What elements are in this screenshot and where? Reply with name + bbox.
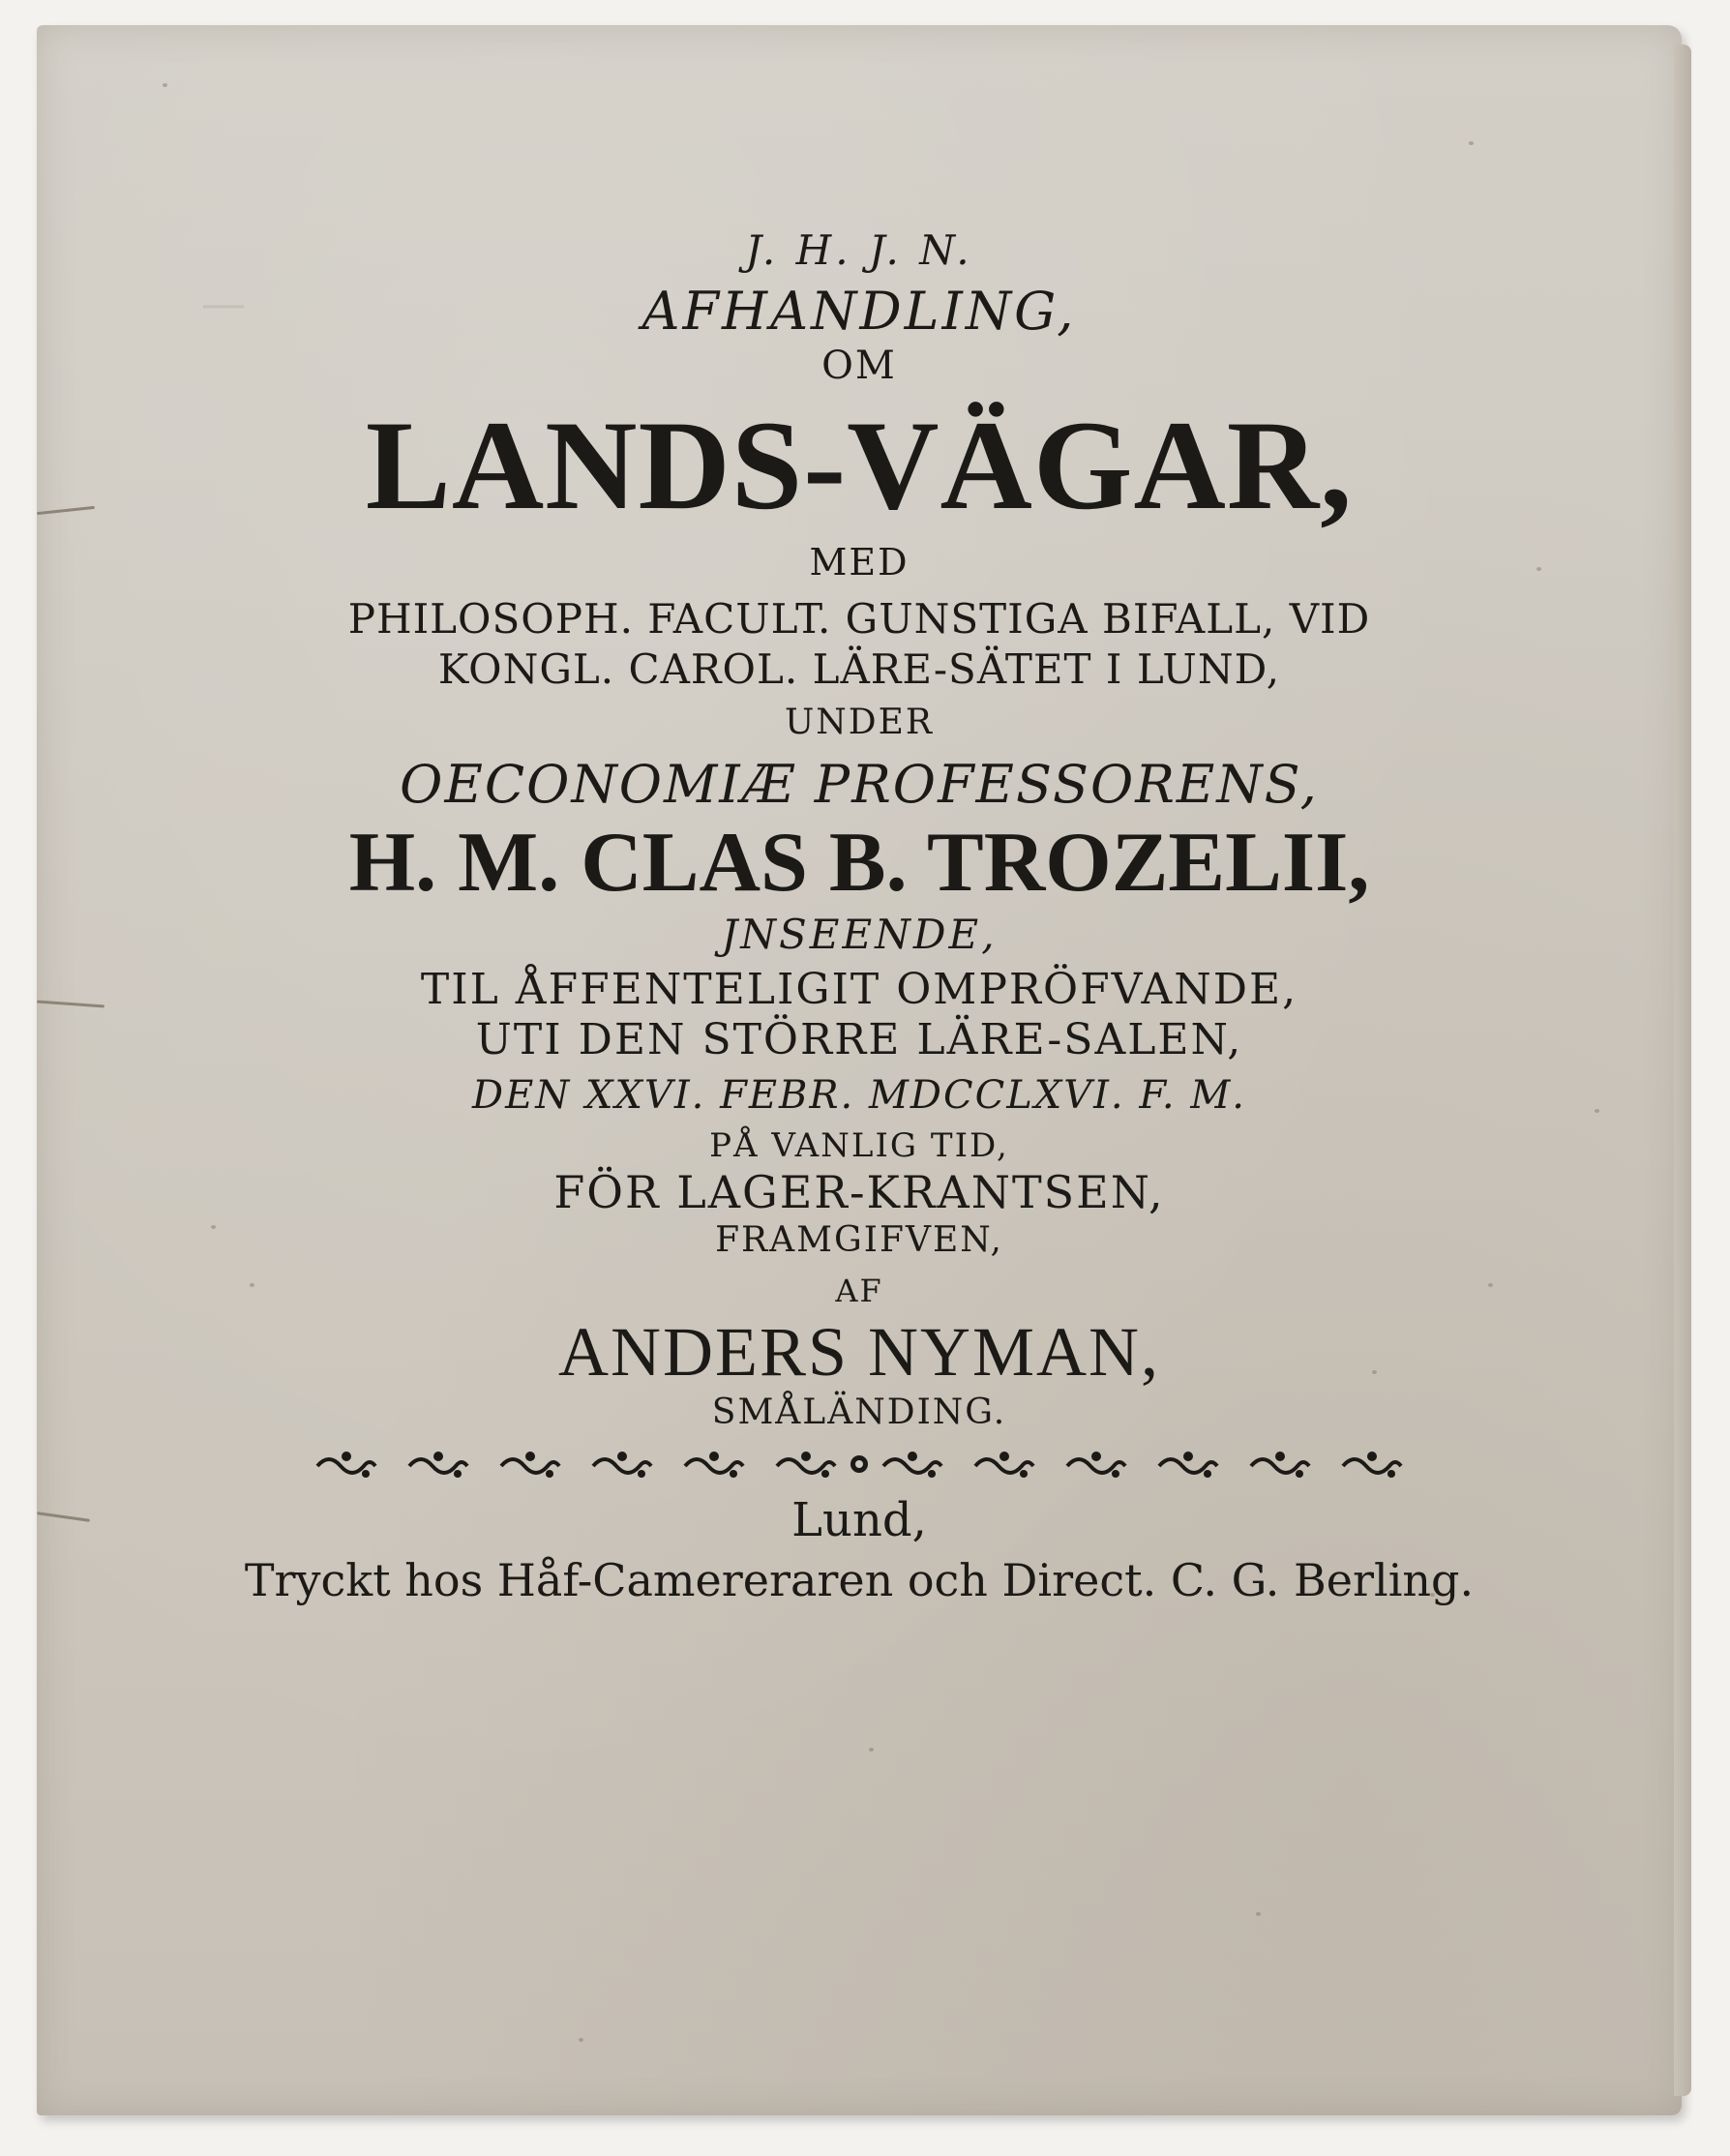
invocation-line: J. H. J. N. [745, 226, 973, 274]
floral-rule-ornament-icon [308, 1445, 1411, 1483]
afhandling-heading: AFHANDLING, [641, 281, 1077, 343]
professor-title-line: OECONOMIÆ PROFESSORENS, [400, 753, 1319, 815]
af-line: AF [835, 1273, 883, 1310]
place-of-printing: Lund, [791, 1493, 927, 1548]
framgifven-line: FRAMGIFVEN, [715, 1219, 1003, 1260]
author-name: ANDERS NYMAN, [557, 1313, 1161, 1392]
title-page [37, 25, 1682, 2115]
under-line: UNDER [784, 702, 935, 742]
time-line: PÅ VANLIG TID, [709, 1125, 1009, 1165]
med-line: MED [809, 540, 910, 584]
laurel-line: FÖR LAGER-KRANTSEN, [553, 1166, 1165, 1219]
title-block [37, 228, 1682, 1605]
author-origin: SMÅLÄNDING. [711, 1392, 1007, 1432]
examination-line: TIL ÅFFENTELIGIT OMPRÖFVANDE, [420, 964, 1298, 1014]
ornament-unit [317, 1452, 375, 1478]
professor-name: H. M. CLAS B. TROZELII, [348, 815, 1370, 910]
university-line: KONGL. CAROL. LÄRE-SÄTET I LUND, [437, 644, 1281, 693]
date-line: DEN XXVI. FEBR. MDCCLXVI. F. M. [472, 1072, 1246, 1118]
faculty-line: PHILOSOPH. FACULT. GUNSTIGA BIFALL, VID [347, 594, 1371, 643]
show-through-text: — [201, 277, 246, 329]
om-line: OM [821, 343, 897, 388]
jnseende-line: JNSEENDE, [721, 910, 998, 958]
hall-line: UTI DEN STÖRRE LÄRE-SALEN, [475, 1015, 1243, 1065]
main-title: LANDS-VÄGAR, [365, 393, 1354, 536]
printer-line: Tryckt hos Håf-Camereraren och Direct. C. G. Berling. [244, 1554, 1475, 1607]
